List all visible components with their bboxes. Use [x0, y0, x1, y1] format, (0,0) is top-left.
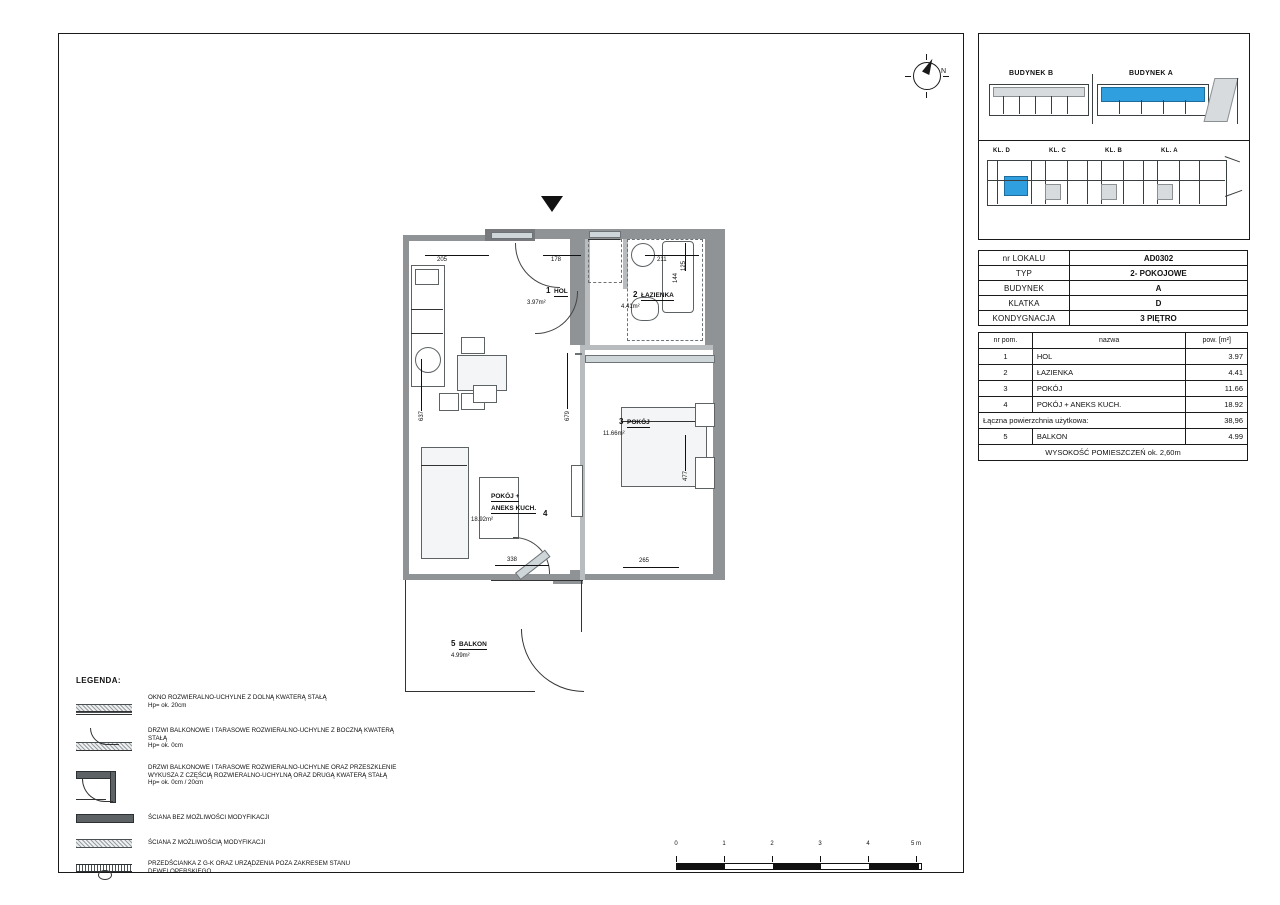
unit-meta-row	[979, 251, 1248, 266]
height-note-row	[979, 445, 1248, 461]
key-highlight-unit	[1004, 176, 1028, 196]
unit-meta-value: A	[1070, 281, 1248, 296]
room-1-number: 1	[546, 286, 551, 295]
balcony-row	[979, 429, 1248, 445]
th-room-name: nazwa	[1032, 333, 1186, 349]
wall-bottom-right	[583, 574, 725, 580]
dim-bottom-left: 338	[507, 557, 518, 563]
room-3-area: 11.66m²	[603, 431, 625, 437]
balcony-door-symbol-icon	[76, 728, 136, 754]
room-3-number: 3	[619, 417, 624, 426]
unit-meta-value: 2- POKOJOWE	[1070, 266, 1248, 281]
legend-note-terrace-door: Hp= ok. 0cm / 20cm	[148, 779, 204, 787]
unit-meta-row	[979, 266, 1248, 281]
wall-right-upper	[705, 229, 725, 349]
key-stair-b: KL. B	[1105, 148, 1123, 154]
entrance-arrow-icon	[541, 196, 563, 212]
scale-tick-label: 4	[866, 841, 870, 847]
unit-info-panel	[978, 250, 1248, 461]
scale-bar	[674, 841, 946, 875]
solid-wall-symbol-icon	[76, 810, 136, 828]
window-reveal-1	[588, 239, 622, 283]
bedroom-window[interactable]	[571, 465, 583, 517]
room-row	[979, 365, 1248, 381]
room-name: ŁAZIENKA	[1032, 365, 1186, 381]
scale-tick	[676, 856, 677, 862]
room-area: 3.97	[1186, 349, 1248, 365]
room-4-label-1: POKÓJ +	[491, 493, 520, 500]
scale-tick	[724, 856, 725, 862]
legend-item-terrace-door	[76, 765, 406, 803]
unit-meta-value: D	[1070, 296, 1248, 311]
room-5-label: BALKON	[459, 641, 487, 648]
apartment-plan	[395, 225, 745, 665]
dim-left-upper: 637	[419, 410, 425, 421]
key-stair-c: KL. C	[1049, 148, 1067, 154]
room-1-area: 3.97m²	[527, 300, 546, 306]
unit-meta-value: 3 PIĘTRO	[1070, 311, 1248, 326]
cooktop	[415, 347, 441, 373]
modifiable-wall-symbol-icon	[76, 835, 136, 853]
legend-item-solid-wall	[76, 810, 406, 828]
total-area-row	[979, 413, 1248, 429]
legend	[76, 676, 406, 887]
room-2-area: 4.41m²	[621, 304, 640, 310]
key-plan-floor	[979, 140, 1249, 238]
legend-note-balcony-door: Hp= ok. 0cm	[148, 742, 183, 750]
room-4-number: 4	[543, 509, 548, 518]
key-building-a-label: BUDYNEK A	[1129, 70, 1174, 77]
room-row	[979, 397, 1248, 413]
legend-item-window	[76, 695, 406, 721]
height-note: WYSOKOŚĆ POMIESZCZEŃ ok. 2,60m	[979, 445, 1248, 461]
scale-tick-label: 2	[770, 841, 774, 847]
room-3-label: POKÓJ	[627, 419, 650, 426]
room-area: 11.66	[1186, 381, 1248, 397]
sofa	[421, 447, 469, 559]
dim-top-right: 211	[657, 257, 667, 263]
legend-text-terrace-door: DRZWI BALKONOWE I TARASOWE ROZWIERALNO-UCHYLNE ORAZ PRZESZKLENIE WYKUSZA Z CZĘŚCIĄ ROZWIERALNO-UCHYLNĄ ORAZ DRUGĄ KWATERĄ STAŁĄ	[148, 764, 397, 779]
legend-text-window: OKNO ROZWIERALNO-UCHYLNE Z DOLNĄ KWATERĄ STAŁĄ	[148, 694, 327, 701]
room-area: 18.92	[1186, 397, 1248, 413]
unit-meta-key: TYP	[979, 266, 1070, 281]
legend-item-gk-partition	[76, 860, 406, 880]
legend-text-balcony-door: DRZWI BALKONOWE I TARASOWE ROZWIERALNO-UCHYLNE Z BOCZNĄ KWATERĄ STAŁĄ	[148, 727, 394, 742]
room-5-area: 4.99m²	[451, 653, 470, 659]
unit-meta-key: BUDYNEK	[979, 281, 1070, 296]
room-2-label: ŁAZIENKA	[641, 292, 674, 299]
dim-left-lower: 679	[565, 410, 571, 421]
legend-item-modifiable-wall	[76, 835, 406, 853]
dim-top-mid: 178	[551, 257, 562, 263]
scale-tick-label: 1	[722, 841, 726, 847]
legend-item-balcony-door	[76, 728, 406, 758]
room-name: POKÓJ + ANEKS KUCH.	[1032, 397, 1186, 413]
terrace-door-symbol-icon	[76, 765, 136, 791]
room-name: HOL	[1032, 349, 1186, 365]
th-room-no: nr pom.	[979, 333, 1033, 349]
wardrobe	[695, 457, 715, 489]
balcony-name: BALKON	[1032, 429, 1186, 445]
key-stair-a: KL. A	[1161, 148, 1178, 154]
unit-meta-key: KONDYGNACJA	[979, 311, 1070, 326]
legend-title: LEGENDA:	[76, 676, 121, 685]
room-no: 3	[979, 381, 1033, 397]
window-top[interactable]	[491, 232, 533, 239]
dim-bottom-right: 265	[639, 558, 650, 564]
unit-meta-table	[978, 250, 1248, 326]
room-no: 1	[979, 349, 1033, 365]
room-row	[979, 381, 1248, 397]
nightstand	[695, 403, 715, 427]
scale-tick-label: 5 m	[910, 841, 922, 847]
key-plan-site	[979, 34, 1249, 141]
total-area-label: Łączna powierzchnia użytkowa:	[979, 413, 1186, 429]
legend-text-modifiable-wall: ŚCIANA Z MOŻLIWOŚCIĄ MODYFIKACJI	[148, 839, 266, 846]
scale-bar-track	[676, 863, 922, 870]
chair-3	[439, 393, 459, 411]
key-plan	[978, 33, 1250, 240]
room-schedule-table	[978, 332, 1248, 461]
room-area: 4.41	[1186, 365, 1248, 381]
scale-tick	[916, 856, 917, 862]
total-area-value: 38,96	[1186, 413, 1248, 429]
unit-meta-row	[979, 311, 1248, 326]
dim-right-upper: 125	[681, 260, 687, 271]
unit-meta-key: KLATKA	[979, 296, 1070, 311]
room-4-label-2: ANEKS KUCH.	[491, 505, 537, 512]
scale-tick-label: 0	[674, 841, 678, 847]
room-1-label: HOL	[554, 288, 568, 295]
legend-text-solid-wall: ŚCIANA BEZ MOŻLIWOŚCI MODYFIKACJI	[148, 814, 270, 821]
wall-top-mid	[535, 229, 570, 239]
room-2-number: 2	[633, 290, 638, 299]
scale-tick	[772, 856, 773, 862]
room-5-number: 5	[451, 639, 456, 648]
scale-tick	[868, 856, 869, 862]
unit-meta-row	[979, 296, 1248, 311]
room-name: POKÓJ	[1032, 381, 1186, 397]
dim-top-left: 205	[437, 257, 448, 263]
scale-tick	[820, 856, 821, 862]
dim-right-mid: 144	[673, 272, 679, 283]
th-room-area: pow. [m²]	[1186, 333, 1248, 349]
balcony-no: 5	[979, 429, 1033, 445]
room-row	[979, 349, 1248, 365]
compass-north-label: N	[941, 68, 947, 75]
room-4-area: 18.92m²	[471, 517, 494, 523]
gk-partition-symbol-icon	[76, 860, 136, 880]
legend-note-window: Hp= ok. 20cm	[148, 701, 187, 709]
legend-text-gk-partition: PRZEDŚCIANKA Z G-K ORAZ URZĄDZENIA POZA ZAKRESEM STANU DEWELOPERSKIEGO	[148, 860, 351, 875]
chair-1	[461, 337, 485, 354]
key-highlight-building	[1101, 87, 1205, 102]
unit-meta-value: AD0302	[1070, 251, 1248, 266]
chair-4	[473, 385, 497, 403]
scale-tick-label: 3	[818, 841, 822, 847]
balcony-area: 4.99	[1186, 429, 1248, 445]
wall-inner-vert-1	[570, 229, 586, 345]
key-stair-d: KL. D	[993, 148, 1011, 154]
north-compass	[903, 52, 953, 102]
dim-right-lower: 477	[683, 470, 689, 481]
window-symbol-icon	[76, 695, 136, 721]
room-no: 2	[979, 365, 1033, 381]
key-building-b-label: BUDYNEK B	[1009, 70, 1054, 77]
sliding-window[interactable]	[585, 355, 715, 363]
kitchen-sink	[415, 269, 439, 285]
room-no: 4	[979, 397, 1033, 413]
unit-meta-row	[979, 281, 1248, 296]
unit-meta-key: nr LOKALU	[979, 251, 1070, 266]
window-bath[interactable]	[589, 231, 621, 238]
